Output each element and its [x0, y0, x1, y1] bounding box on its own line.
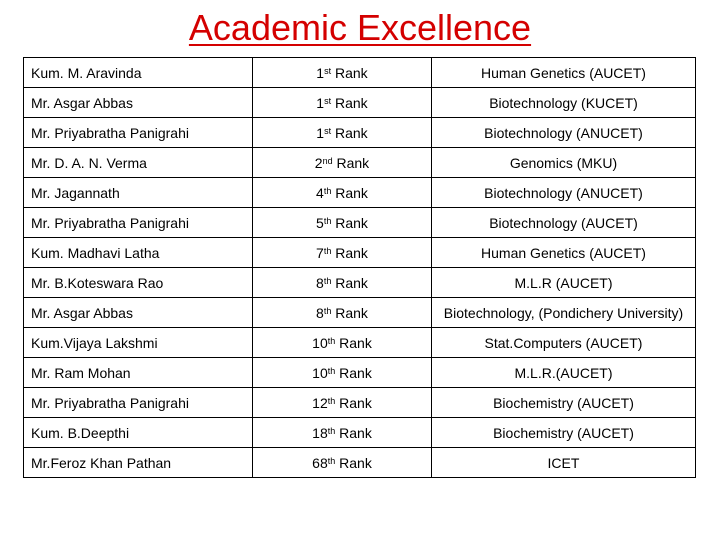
- table-row: [24, 418, 696, 448]
- rank-word: Rank: [331, 274, 368, 291]
- exam-subject-cell: Biotechnology, (Pondichery University): [432, 298, 696, 328]
- student-name-cell: Kum. Madhavi Latha: [24, 238, 253, 268]
- table-row: [24, 58, 696, 88]
- rank-cell: [253, 328, 432, 358]
- rank-ordinal-suffix: th: [327, 335, 336, 346]
- rank-ordinal-suffix: st: [324, 125, 332, 136]
- ranks-table-body: [24, 58, 696, 478]
- exam-subject-cell: Biotechnology (ANUCET): [432, 118, 696, 148]
- rank-ordinal-suffix: th: [323, 275, 332, 286]
- rank-word: Rank: [335, 334, 372, 351]
- rank-word: Rank: [331, 184, 368, 201]
- student-name-cell: Mr. Asgar Abbas: [24, 298, 253, 328]
- rank-number: 12: [312, 394, 328, 411]
- rank-ordinal-suffix: th: [323, 245, 332, 256]
- rank-word: Rank: [332, 154, 370, 171]
- student-name-cell: Kum. B.Deepthi: [24, 418, 253, 448]
- rank-word: Rank: [331, 304, 368, 321]
- rank-word: Rank: [331, 124, 368, 141]
- rank-word: Rank: [331, 94, 368, 111]
- student-name-cell: Kum.Vijaya Lakshmi: [24, 328, 253, 358]
- rank-cell: [253, 88, 432, 118]
- rank-number: 4: [316, 184, 324, 201]
- rank-ordinal-suffix: th: [323, 185, 332, 196]
- rank-cell: [253, 358, 432, 388]
- exam-subject-cell: Stat.Computers (AUCET): [432, 328, 696, 358]
- student-name-cell: Mr. B.Koteswara Rao: [24, 268, 253, 298]
- rank-cell: [253, 208, 432, 238]
- student-name-cell: Mr.Feroz Khan Pathan: [24, 448, 253, 478]
- rank-word: Rank: [335, 364, 372, 381]
- rank-number: 10: [312, 334, 328, 351]
- rank-ordinal-suffix: st: [324, 65, 332, 76]
- rank-cell: [253, 148, 432, 178]
- table-row: [24, 208, 696, 238]
- rank-word: Rank: [331, 64, 368, 81]
- exam-subject-cell: Biotechnology (ANUCET): [432, 178, 696, 208]
- rank-word: Rank: [331, 244, 368, 261]
- rank-number: 7: [316, 244, 324, 261]
- student-name-cell: Mr. Asgar Abbas: [24, 88, 253, 118]
- rank-word: Rank: [335, 454, 372, 471]
- rank-ordinal-suffix: nd: [322, 155, 333, 166]
- exam-subject-cell: M.L.R (AUCET): [432, 268, 696, 298]
- exam-subject-cell: Biotechnology (KUCET): [432, 88, 696, 118]
- rank-ordinal-suffix: th: [327, 365, 336, 376]
- rank-cell: [253, 388, 432, 418]
- rank-ordinal-suffix: st: [324, 95, 332, 106]
- exam-subject-cell: ICET: [432, 448, 696, 478]
- table-row: [24, 148, 696, 178]
- rank-cell: [253, 448, 432, 478]
- page-title: [0, 6, 720, 50]
- table-row: [24, 358, 696, 388]
- rank-cell: [253, 238, 432, 268]
- exam-subject-cell: Human Genetics (AUCET): [432, 238, 696, 268]
- rank-cell: [253, 178, 432, 208]
- student-name-cell: Mr. Priyabratha Panigrahi: [24, 118, 253, 148]
- table-row: [24, 238, 696, 268]
- table-row: [24, 178, 696, 208]
- exam-subject-cell: Biochemistry (AUCET): [432, 388, 696, 418]
- rank-number: 1: [316, 94, 325, 111]
- rank-cell: [253, 268, 432, 298]
- rank-word: Rank: [335, 424, 372, 441]
- page-title-text: Academic Excellence: [188, 7, 532, 48]
- student-name-cell: Mr. Jagannath: [24, 178, 253, 208]
- rank-number: 18: [312, 424, 328, 441]
- table-row: [24, 388, 696, 418]
- exam-subject-cell: Human Genetics (AUCET): [432, 58, 696, 88]
- rank-word: Rank: [331, 214, 368, 231]
- rank-word: Rank: [335, 394, 372, 411]
- rank-ordinal-suffix: th: [323, 305, 332, 316]
- rank-ordinal-suffix: th: [323, 215, 332, 226]
- rank-number: 5: [316, 214, 324, 231]
- table-row: [24, 268, 696, 298]
- rank-cell: [253, 58, 432, 88]
- exam-subject-cell: Biotechnology (AUCET): [432, 208, 696, 238]
- rank-number: 2: [314, 154, 323, 171]
- rank-ordinal-suffix: th: [327, 455, 336, 466]
- rank-cell: [253, 418, 432, 448]
- exam-subject-cell: M.L.R.(AUCET): [432, 358, 696, 388]
- rank-number: 8: [316, 304, 324, 321]
- rank-ordinal-suffix: th: [327, 395, 336, 406]
- rank-number: 1: [316, 124, 325, 141]
- ranks-table: [23, 57, 696, 478]
- table-row: [24, 118, 696, 148]
- rank-cell: [253, 118, 432, 148]
- table-row: [24, 328, 696, 358]
- student-name-cell: Mr. D. A. N. Verma: [24, 148, 253, 178]
- rank-number: 8: [316, 274, 324, 291]
- table-row: [24, 88, 696, 118]
- rank-number: 10: [312, 364, 328, 381]
- exam-subject-cell: Genomics (MKU): [432, 148, 696, 178]
- student-name-cell: Mr. Priyabratha Panigrahi: [24, 208, 253, 238]
- student-name-cell: Mr. Ram Mohan: [24, 358, 253, 388]
- rank-ordinal-suffix: th: [327, 425, 336, 436]
- rank-number: 1: [316, 64, 325, 81]
- exam-subject-cell: Biochemistry (AUCET): [432, 418, 696, 448]
- rank-cell: [253, 298, 432, 328]
- table-row: [24, 298, 696, 328]
- table-row: [24, 448, 696, 478]
- student-name-cell: Kum. M. Aravinda: [24, 58, 253, 88]
- student-name-cell: Mr. Priyabratha Panigrahi: [24, 388, 253, 418]
- rank-number: 68: [312, 454, 328, 471]
